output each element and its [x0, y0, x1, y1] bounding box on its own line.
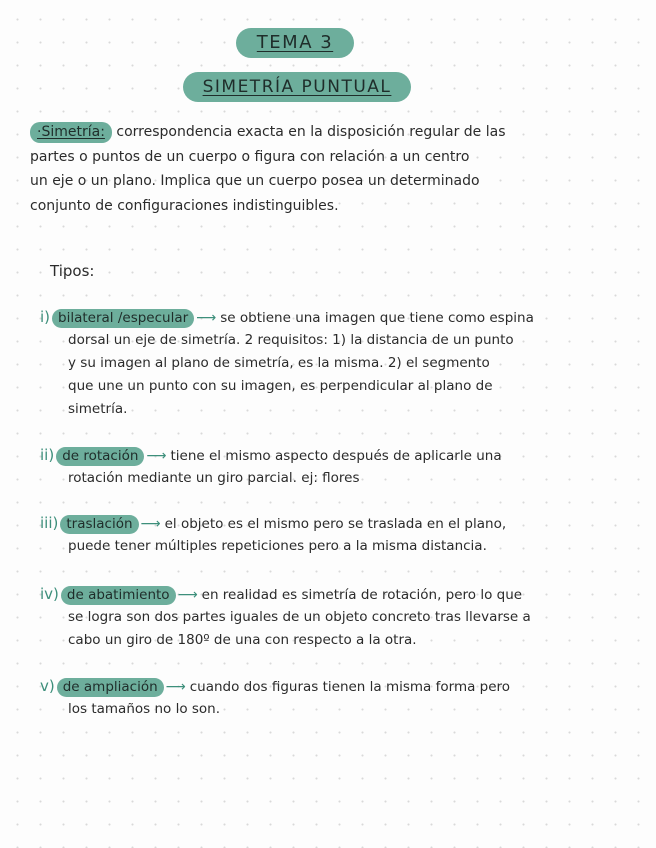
arrow-icon: ⟶ [140, 516, 161, 532]
type-description-line: y su imagen al plano de simetría, es la misma. 2) el segmento [68, 355, 490, 371]
type-description-line: simetría. [68, 401, 128, 417]
type-description: cuando dos figuras tienen la misma forma pero [189, 679, 511, 695]
type-item-ampliacion [40, 675, 640, 721]
arrow-icon: ⟶ [146, 448, 167, 464]
type-description-line: los tamaños no lo son. [68, 701, 221, 717]
type-numeral: i) [40, 308, 51, 326]
type-item-first-line [40, 306, 640, 329]
definition-paragraph [30, 120, 636, 218]
type-item-first-line [40, 675, 640, 698]
definition-line: un eje o un plano. Implica que un cuerpo posea un determinado [30, 173, 480, 189]
type-item-traslacion [40, 512, 640, 558]
arrow-icon: ⟶ [177, 587, 198, 603]
definition-text: correspondencia exacta en la disposición regular de las [116, 124, 506, 140]
type-item-first-line [40, 512, 640, 535]
type-description-line: puede tener múltiples repeticiones pero a la misma distancia. [68, 538, 487, 554]
type-item-bilateral [40, 306, 640, 421]
type-description-line: dorsal un eje de simetría. 2 requisitos: 1) la distancia de un punto [68, 332, 514, 348]
type-description-line: se logra son dos partes iguales de un objeto concreto tras llevarse a [68, 609, 531, 625]
type-description-line: rotación mediante un giro parcial. ej: flores [68, 470, 360, 486]
definition-line: partes o puntos de un cuerpo o figura con relación a un centro [30, 148, 470, 165]
type-term: de rotación [56, 447, 144, 466]
type-numeral: iv) [40, 585, 59, 603]
definition-term: ·Simetría: [37, 124, 105, 140]
type-numeral: ii) [40, 446, 55, 464]
type-numeral: iii) [40, 514, 59, 532]
type-term: de ampliación [57, 678, 164, 697]
type-term: bilateral /especular [52, 309, 194, 328]
definition-term-highlight [30, 122, 112, 143]
page-subtitle [183, 72, 411, 102]
type-description: el objeto es el mismo pero se traslada en el plano, [164, 516, 507, 532]
type-description-line: que une un punto con su imagen, es perpendicular al plano de [68, 378, 493, 394]
type-description-line: cabo un giro de 180º de una con respecto a la otra. [68, 632, 417, 648]
type-term: traslación [60, 515, 138, 534]
type-description: tiene el mismo aspecto después de aplicarle una [170, 448, 502, 464]
arrow-icon: ⟶ [165, 679, 186, 695]
type-description: en realidad es simetría de rotación, pero lo que [201, 587, 523, 603]
definition-line [30, 120, 636, 145]
types-heading: Tipos: [50, 262, 95, 280]
type-item-rotacion [40, 444, 640, 490]
definition-line: conjunto de configuraciones indistinguibles. [30, 197, 339, 214]
type-item-first-line [40, 583, 640, 606]
type-item-abatimiento [40, 583, 640, 652]
page-title-text: TEMA 3 [256, 32, 334, 53]
type-item-first-line [40, 444, 640, 467]
type-term: de abatimiento [61, 586, 176, 605]
page-subtitle-text: SIMETRÍA PUNTUAL [202, 77, 392, 97]
page-title [236, 28, 354, 58]
type-description: se obtiene una imagen que tiene como espina [220, 310, 534, 326]
arrow-icon: ⟶ [196, 310, 217, 326]
type-numeral: v) [40, 677, 55, 695]
